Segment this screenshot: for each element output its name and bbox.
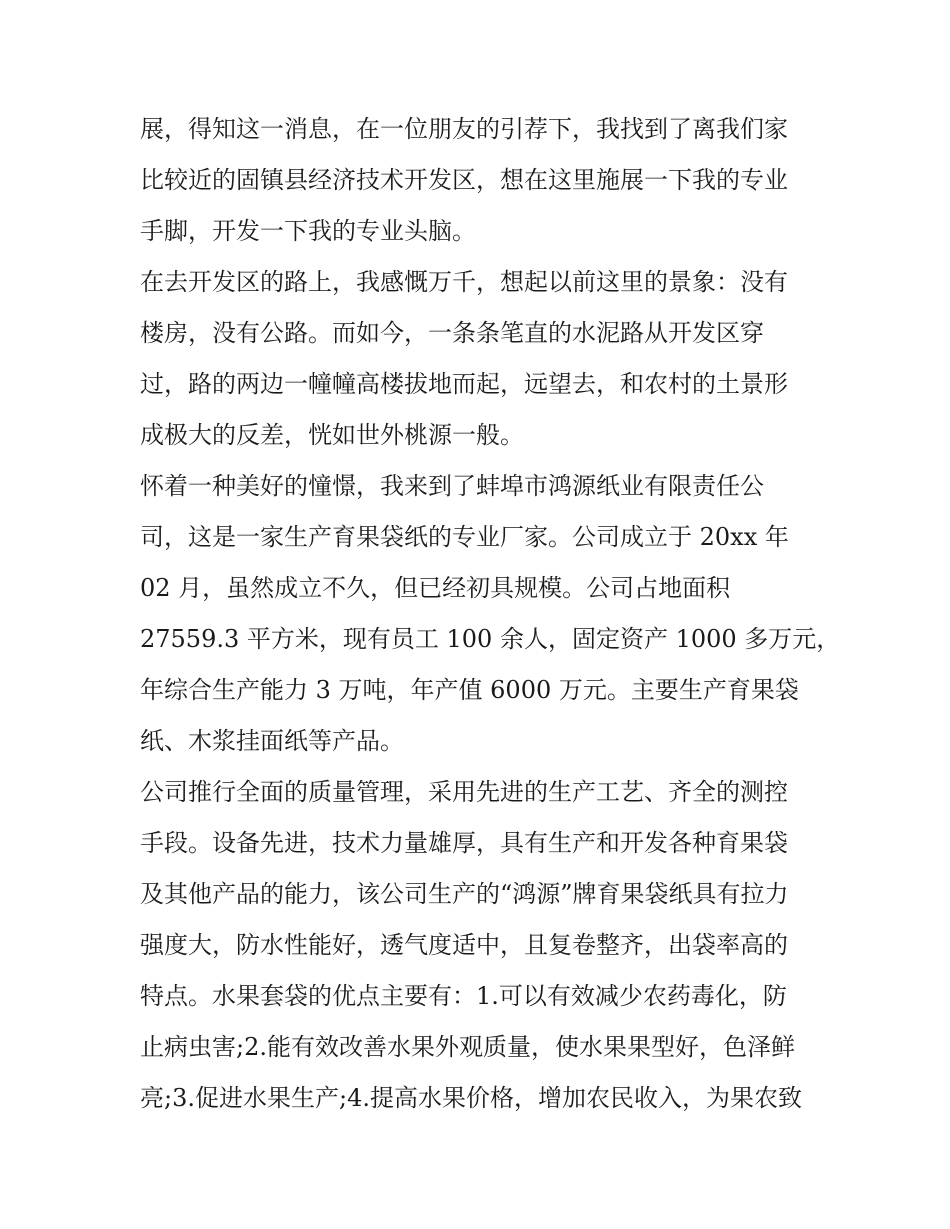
text-line: 及其他产品的能力，该公司生产的“鸿源”牌育果袋纸具有拉力 [140, 880, 789, 908]
paragraph-2 [140, 257, 820, 461]
text-line: 司，这是一家生产育果袋纸的专业厂家。公司成立于 20xx 年 [140, 523, 789, 551]
text-line: 特点。水果套袋的优点主要有：1.可以有效减少农药毒化，防 [140, 982, 787, 1010]
text-line: 展，得知这一消息，在一位朋友的引荐下，我找到了离我们家 [140, 115, 788, 143]
text-line: 强度大，防水性能好，透气度适中，且复卷整齐，出袋率高的 [140, 931, 788, 959]
text-line: 过，路的两边一幢幢高楼拔地而起，远望去，和农村的土景形 [140, 370, 788, 398]
text-line: 年综合生产能力 3 万吨，年产值 6000 万元。主要生产育果袋 [140, 676, 799, 704]
text-line: 成极大的反差，恍如世外桃源一般。 [140, 421, 524, 449]
text-line: 手段。设备先进，技术力量雄厚，具有生产和开发各种育果袋 [140, 829, 788, 857]
text-line: 手脚，开发一下我的专业头脑。 [140, 217, 476, 245]
document-body [140, 104, 841, 1124]
text-line: 亮;3.促进水果生产;4.提高水果价格，增加农民收入，为果农致 [140, 1084, 802, 1112]
text-line: 止病虫害;2.能有效改善水果外观质量，使水果果型好，色泽鲜 [140, 1033, 795, 1061]
text-line: 02 月，虽然成立不久，但已经初具规模。公司占地面积 [140, 574, 731, 602]
text-line: 纸、木浆挂面纸等产品。 [140, 727, 404, 755]
text-line: 怀着一种美好的憧憬，我来到了蚌埠市鸿源纸业有限责任公 [140, 472, 764, 500]
text-line: 楼房，没有公路。而如今，一条条笔直的水泥路从开发区穿 [140, 319, 764, 347]
paragraph-4 [140, 767, 820, 1124]
paragraph-1 [140, 104, 820, 257]
paragraph-3 [140, 461, 841, 767]
text-line: 公司推行全面的质量管理，采用先进的生产工艺、齐全的测控 [140, 778, 788, 806]
text-line: 27559.3 平方米，现有员工 100 余人，固定资产 1000 多万元， [140, 625, 841, 653]
text-line: 比较近的固镇县经济技术开发区，想在这里施展一下我的专业 [140, 166, 788, 194]
text-line: 在去开发区的路上，我感慨万千，想起以前这里的景象：没有 [140, 268, 788, 296]
